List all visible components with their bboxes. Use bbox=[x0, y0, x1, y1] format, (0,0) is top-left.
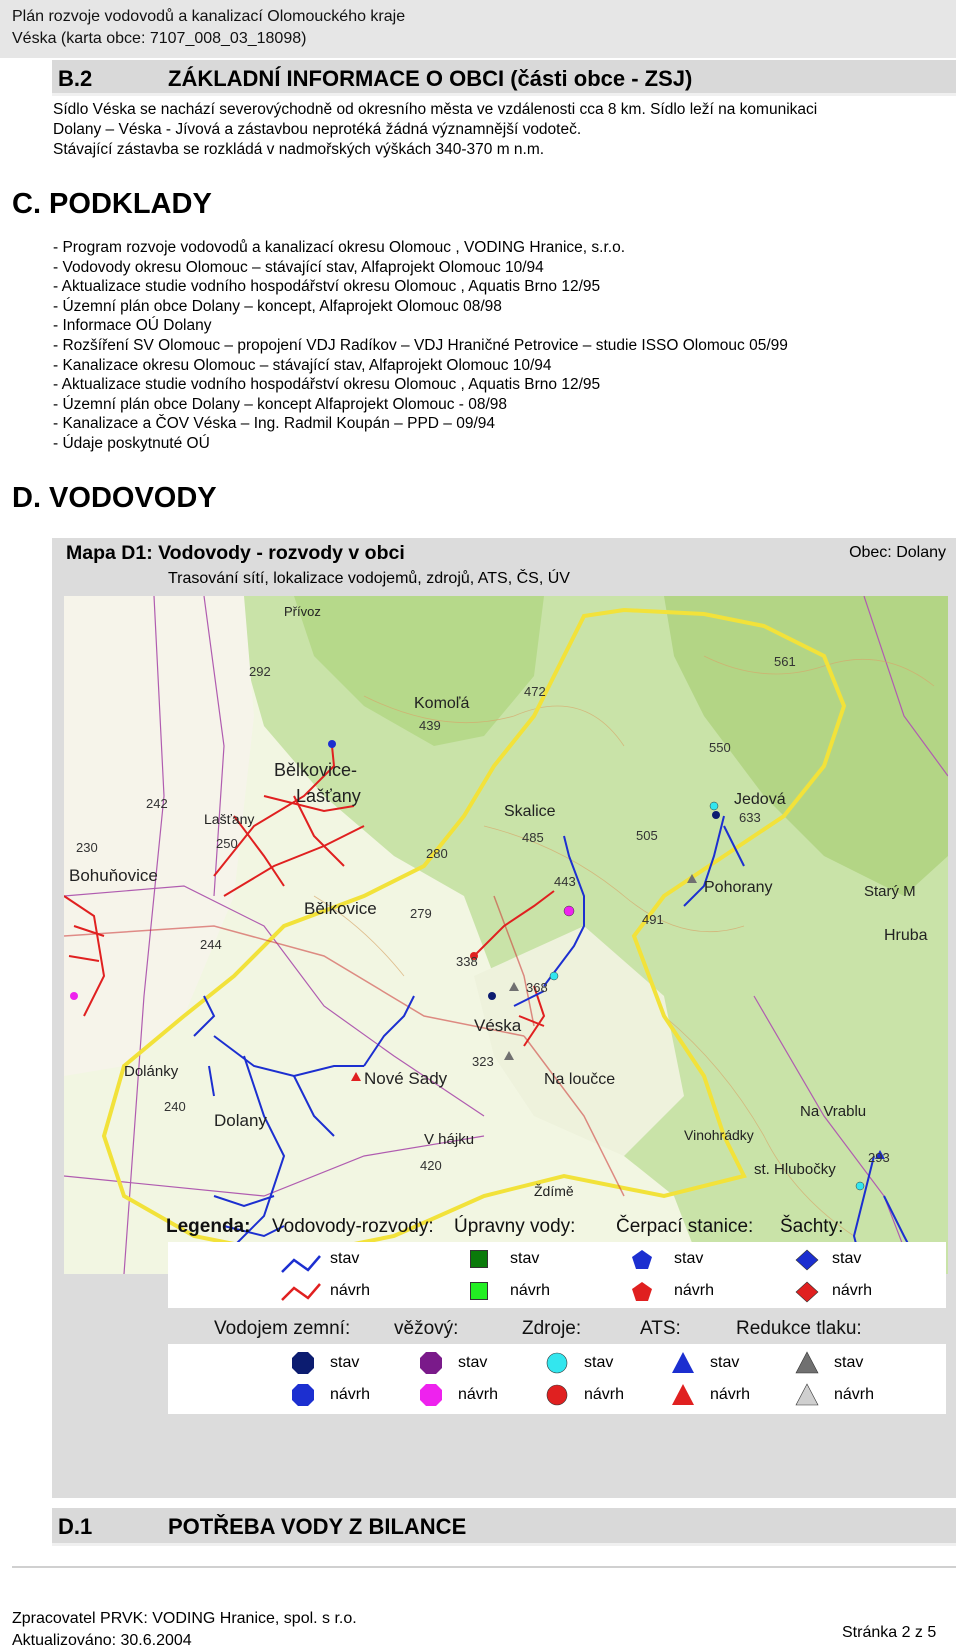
legend-header: Vodojem zemní: bbox=[214, 1318, 351, 1339]
pipe-proposed-icon bbox=[282, 1284, 320, 1300]
map-label: V hájku bbox=[424, 1131, 475, 1148]
tower-reservoir-existing-icon bbox=[420, 1352, 442, 1374]
list-item: - Aktualizace studie vodního hospodářství okresu Olomouc , Aquatis Brno 12/95 bbox=[53, 376, 601, 394]
legend-item-label: návrh bbox=[458, 1386, 499, 1403]
elevation-label: 240 bbox=[164, 1099, 186, 1114]
elevation-label: 250 bbox=[216, 836, 238, 851]
legend-header: Redukce tlaku: bbox=[736, 1318, 862, 1339]
map-subtitle: Trasování sítí, lokalizace vodojemů, zdrojů, ATS, ČS, ÚV bbox=[168, 570, 570, 587]
source-icon bbox=[550, 972, 558, 980]
elevation-label: 561 bbox=[774, 654, 796, 669]
list-item: - Aktualizace studie vodního hospodářství okresu Olomouc , Aquatis Brno 12/95 bbox=[53, 278, 601, 296]
reservoir-icon bbox=[712, 811, 720, 819]
map-label: st. Hlubočky bbox=[754, 1161, 836, 1178]
pump-station-existing-icon bbox=[632, 1250, 652, 1269]
treatment-plant-proposed-icon bbox=[470, 1282, 488, 1300]
legend-panel bbox=[168, 1242, 946, 1308]
ats-icon bbox=[351, 1072, 361, 1081]
legend-item-label: stav bbox=[832, 1250, 862, 1267]
document-header bbox=[0, 0, 956, 58]
legend-item-label: návrh bbox=[710, 1386, 751, 1403]
list-item: - Kanalizace okresu Olomouc – stávající stav, Alfaprojekt Olomouc 10/94 bbox=[53, 356, 552, 374]
manhole-existing-icon bbox=[796, 1250, 818, 1270]
header-subtitle: Véska (karta obce: 7107_008_03_18098) bbox=[12, 30, 307, 47]
list-item: - Vodovody okresu Olomouc – stávající stav, Alfaprojekt Olomouc 10/94 bbox=[53, 258, 544, 276]
map-label: Lašťany bbox=[296, 786, 361, 806]
divider bbox=[12, 1566, 956, 1568]
legend-item-label: stav bbox=[674, 1250, 704, 1267]
map-label: Na loučce bbox=[544, 1071, 616, 1088]
map-label: Přívoz bbox=[284, 604, 321, 619]
elevation-label: 338 bbox=[456, 954, 478, 969]
elevation-label: 244 bbox=[200, 937, 222, 952]
legend-item-label: návrh bbox=[834, 1386, 875, 1403]
elevation-label: 420 bbox=[420, 1158, 442, 1173]
legend-item-label: návrh bbox=[832, 1282, 873, 1299]
elevation-label: 633 bbox=[739, 810, 761, 825]
legend-item-label: návrh bbox=[584, 1386, 625, 1403]
map-label: Dolany bbox=[214, 1111, 267, 1130]
page-number: Stránka 2 z 5 bbox=[842, 1624, 937, 1641]
elevation-label: 368 bbox=[526, 980, 548, 995]
pump-station-proposed-icon bbox=[632, 1282, 652, 1301]
map-image bbox=[64, 596, 948, 1274]
legend-panel bbox=[168, 1344, 946, 1414]
paragraph-line: Sídlo Véska se nachází severovýchodně od okresního města ve vzdálenosti cca 8 km. Sídlo leží na komunikaci bbox=[53, 101, 818, 118]
map-label: Komoľá bbox=[414, 695, 470, 712]
ats-existing-icon bbox=[672, 1352, 694, 1373]
source-proposed-icon bbox=[547, 1385, 567, 1405]
pressure-reduction-existing-icon bbox=[796, 1352, 818, 1373]
elevation-label: 323 bbox=[472, 1054, 494, 1069]
map-label: Hruba bbox=[884, 927, 928, 944]
tower-reservoir-proposed-icon bbox=[420, 1384, 442, 1406]
treatment-plant-existing-icon bbox=[470, 1250, 488, 1268]
map-title: Mapa D1: Vodovody - rozvody v obci bbox=[66, 542, 405, 564]
elevation-label: 279 bbox=[410, 906, 432, 921]
source-icon bbox=[856, 1182, 864, 1190]
section-title: ZÁKLADNÍ INFORMACE O OBCI (části obce - ZSJ) bbox=[168, 66, 693, 91]
reservoir-icon bbox=[328, 740, 336, 748]
elevation-label: 550 bbox=[709, 740, 731, 755]
map-label: Pohorany bbox=[704, 879, 773, 896]
elevation-label: 505 bbox=[636, 828, 658, 843]
elevation-label: 292 bbox=[249, 664, 271, 679]
sources-list bbox=[53, 238, 788, 454]
map-panel bbox=[52, 538, 956, 1498]
legend-item-label: stav bbox=[458, 1354, 488, 1371]
legend-item-label: stav bbox=[584, 1354, 614, 1371]
elevation-label: 485 bbox=[522, 830, 544, 845]
elevation-label: 230 bbox=[76, 840, 98, 855]
list-item: - Informace OÚ Dolany bbox=[53, 317, 212, 335]
tower-reservoir-symbols bbox=[418, 1350, 444, 1410]
list-item: - Územní plán obce Dolany – koncept, Alfaprojekt Olomouc 08/98 bbox=[53, 297, 502, 315]
legend-header: Šachty: bbox=[780, 1216, 844, 1237]
pipe-symbols bbox=[278, 1250, 324, 1302]
reservoir-icon bbox=[488, 992, 496, 1000]
ground-reservoir-symbols bbox=[290, 1350, 316, 1410]
paragraph-line: Stávající zástavba se rozkládá v nadmořských výškách 340-370 m n.m. bbox=[53, 141, 545, 158]
legend-item-label: stav bbox=[330, 1354, 360, 1371]
map-label: Skalice bbox=[504, 803, 556, 820]
paragraph-line: Dolany – Véska - Jívová a zástavbou neprotéká žádná významnější vodoteč. bbox=[53, 121, 582, 138]
legend-header: věžový: bbox=[394, 1318, 459, 1339]
list-item: - Rozšíření SV Olomouc – propojení VDJ Radíkov – VDJ Hraničné Petrovice – studie ISSO Olomouc 05/99 bbox=[53, 336, 788, 354]
section-b2-heading bbox=[52, 60, 956, 96]
pressure-reduction-proposed-icon bbox=[796, 1384, 818, 1405]
ats-symbols bbox=[670, 1350, 696, 1410]
map-label: Starý M bbox=[864, 883, 916, 900]
elevation-label: 491 bbox=[642, 912, 664, 927]
tower-reservoir-icon bbox=[564, 906, 574, 916]
legend-item-label: návrh bbox=[330, 1386, 371, 1403]
map-svg bbox=[64, 596, 948, 1274]
manhole-symbols bbox=[794, 1248, 820, 1304]
legend-item-label: stav bbox=[510, 1250, 540, 1267]
legend-header: Vodovody-rozvody: bbox=[272, 1216, 434, 1237]
legend-item-label: návrh bbox=[510, 1282, 551, 1299]
legend-header: Čerpací stanice: bbox=[616, 1216, 754, 1237]
pipe-existing-icon bbox=[282, 1256, 320, 1272]
elevation-label: 472 bbox=[524, 684, 546, 699]
list-item: - Údaje poskytnuté OÚ bbox=[53, 434, 210, 452]
ats-proposed-icon bbox=[672, 1384, 694, 1405]
ground-reservoir-existing-icon bbox=[292, 1352, 314, 1374]
map-municipality: Obec: Dolany bbox=[849, 544, 946, 561]
elevation-label: 439 bbox=[419, 718, 441, 733]
map-label: Dolánky bbox=[124, 1063, 179, 1080]
map-label: Jedová bbox=[734, 791, 786, 808]
legend-item-label: návrh bbox=[330, 1282, 371, 1299]
pressure-reduction-symbols bbox=[794, 1350, 820, 1410]
legend-header: Zdroje: bbox=[522, 1318, 582, 1339]
legend-item-label: stav bbox=[834, 1354, 864, 1371]
manhole-proposed-icon bbox=[796, 1282, 818, 1302]
section-number: B.2 bbox=[58, 66, 93, 91]
elevation-label: 280 bbox=[426, 846, 448, 861]
map-label: Bělkovice- bbox=[274, 760, 358, 780]
legend-item-label: návrh bbox=[674, 1282, 715, 1299]
section-d1-heading bbox=[52, 1508, 956, 1546]
section-b2-text bbox=[53, 100, 817, 160]
map-label: Bělkovice bbox=[304, 899, 377, 918]
pump-symbols bbox=[630, 1248, 654, 1304]
section-d-heading: D. VODOVODY bbox=[12, 482, 217, 514]
map-label: Ždímě bbox=[534, 1183, 574, 1199]
map-label: Bohuňovice bbox=[69, 866, 158, 885]
map-label: Vinohrádky bbox=[684, 1127, 754, 1143]
list-item: - Kanalizace a ČOV Véska – Ing. Radmil Koupán – PPD – 09/94 bbox=[53, 415, 495, 433]
section-c-heading: C. PODKLADY bbox=[12, 188, 212, 220]
header-title: Plán rozvoje vodovodů a kanalizací Olomouckého kraje bbox=[12, 8, 406, 25]
elevation-label: 293 bbox=[868, 1150, 890, 1165]
tower-reservoir-icon bbox=[70, 992, 78, 1000]
map-label: Lašťany bbox=[204, 811, 255, 827]
list-item: - Územní plán obce Dolany – koncept Alfaprojekt Olomouc - 08/98 bbox=[53, 395, 508, 413]
section-title: POTŘEBA VODY Z BILANCE bbox=[168, 1514, 467, 1539]
legend-title: Legenda: bbox=[166, 1216, 251, 1237]
legend-item-label: stav bbox=[710, 1354, 740, 1371]
legend-header: Úpravny vody: bbox=[454, 1216, 576, 1237]
legend-header: ATS: bbox=[640, 1318, 681, 1339]
map-label: Na Vrablu bbox=[800, 1103, 867, 1120]
map-label: Véska bbox=[474, 1016, 522, 1035]
ground-reservoir-proposed-icon bbox=[292, 1384, 314, 1406]
section-number: D.1 bbox=[58, 1514, 93, 1539]
footer-author: Zpracovatel PRVK: VODING Hranice, spol. s r.o. bbox=[12, 1610, 357, 1627]
list-item: - Program rozvoje vodovodů a kanalizací okresu Olomouc , VODING Hranice, s.r.o. bbox=[53, 239, 626, 256]
source-existing-icon bbox=[547, 1353, 567, 1373]
source-symbols bbox=[544, 1350, 570, 1410]
elevation-label: 242 bbox=[146, 796, 168, 811]
elevation-label: 443 bbox=[554, 874, 576, 889]
source-icon bbox=[710, 802, 718, 810]
legend-item-label: stav bbox=[330, 1250, 360, 1267]
map-label: Nové Sady bbox=[364, 1069, 448, 1088]
footer-updated: Aktualizováno: 30.6.2004 bbox=[12, 1632, 192, 1649]
